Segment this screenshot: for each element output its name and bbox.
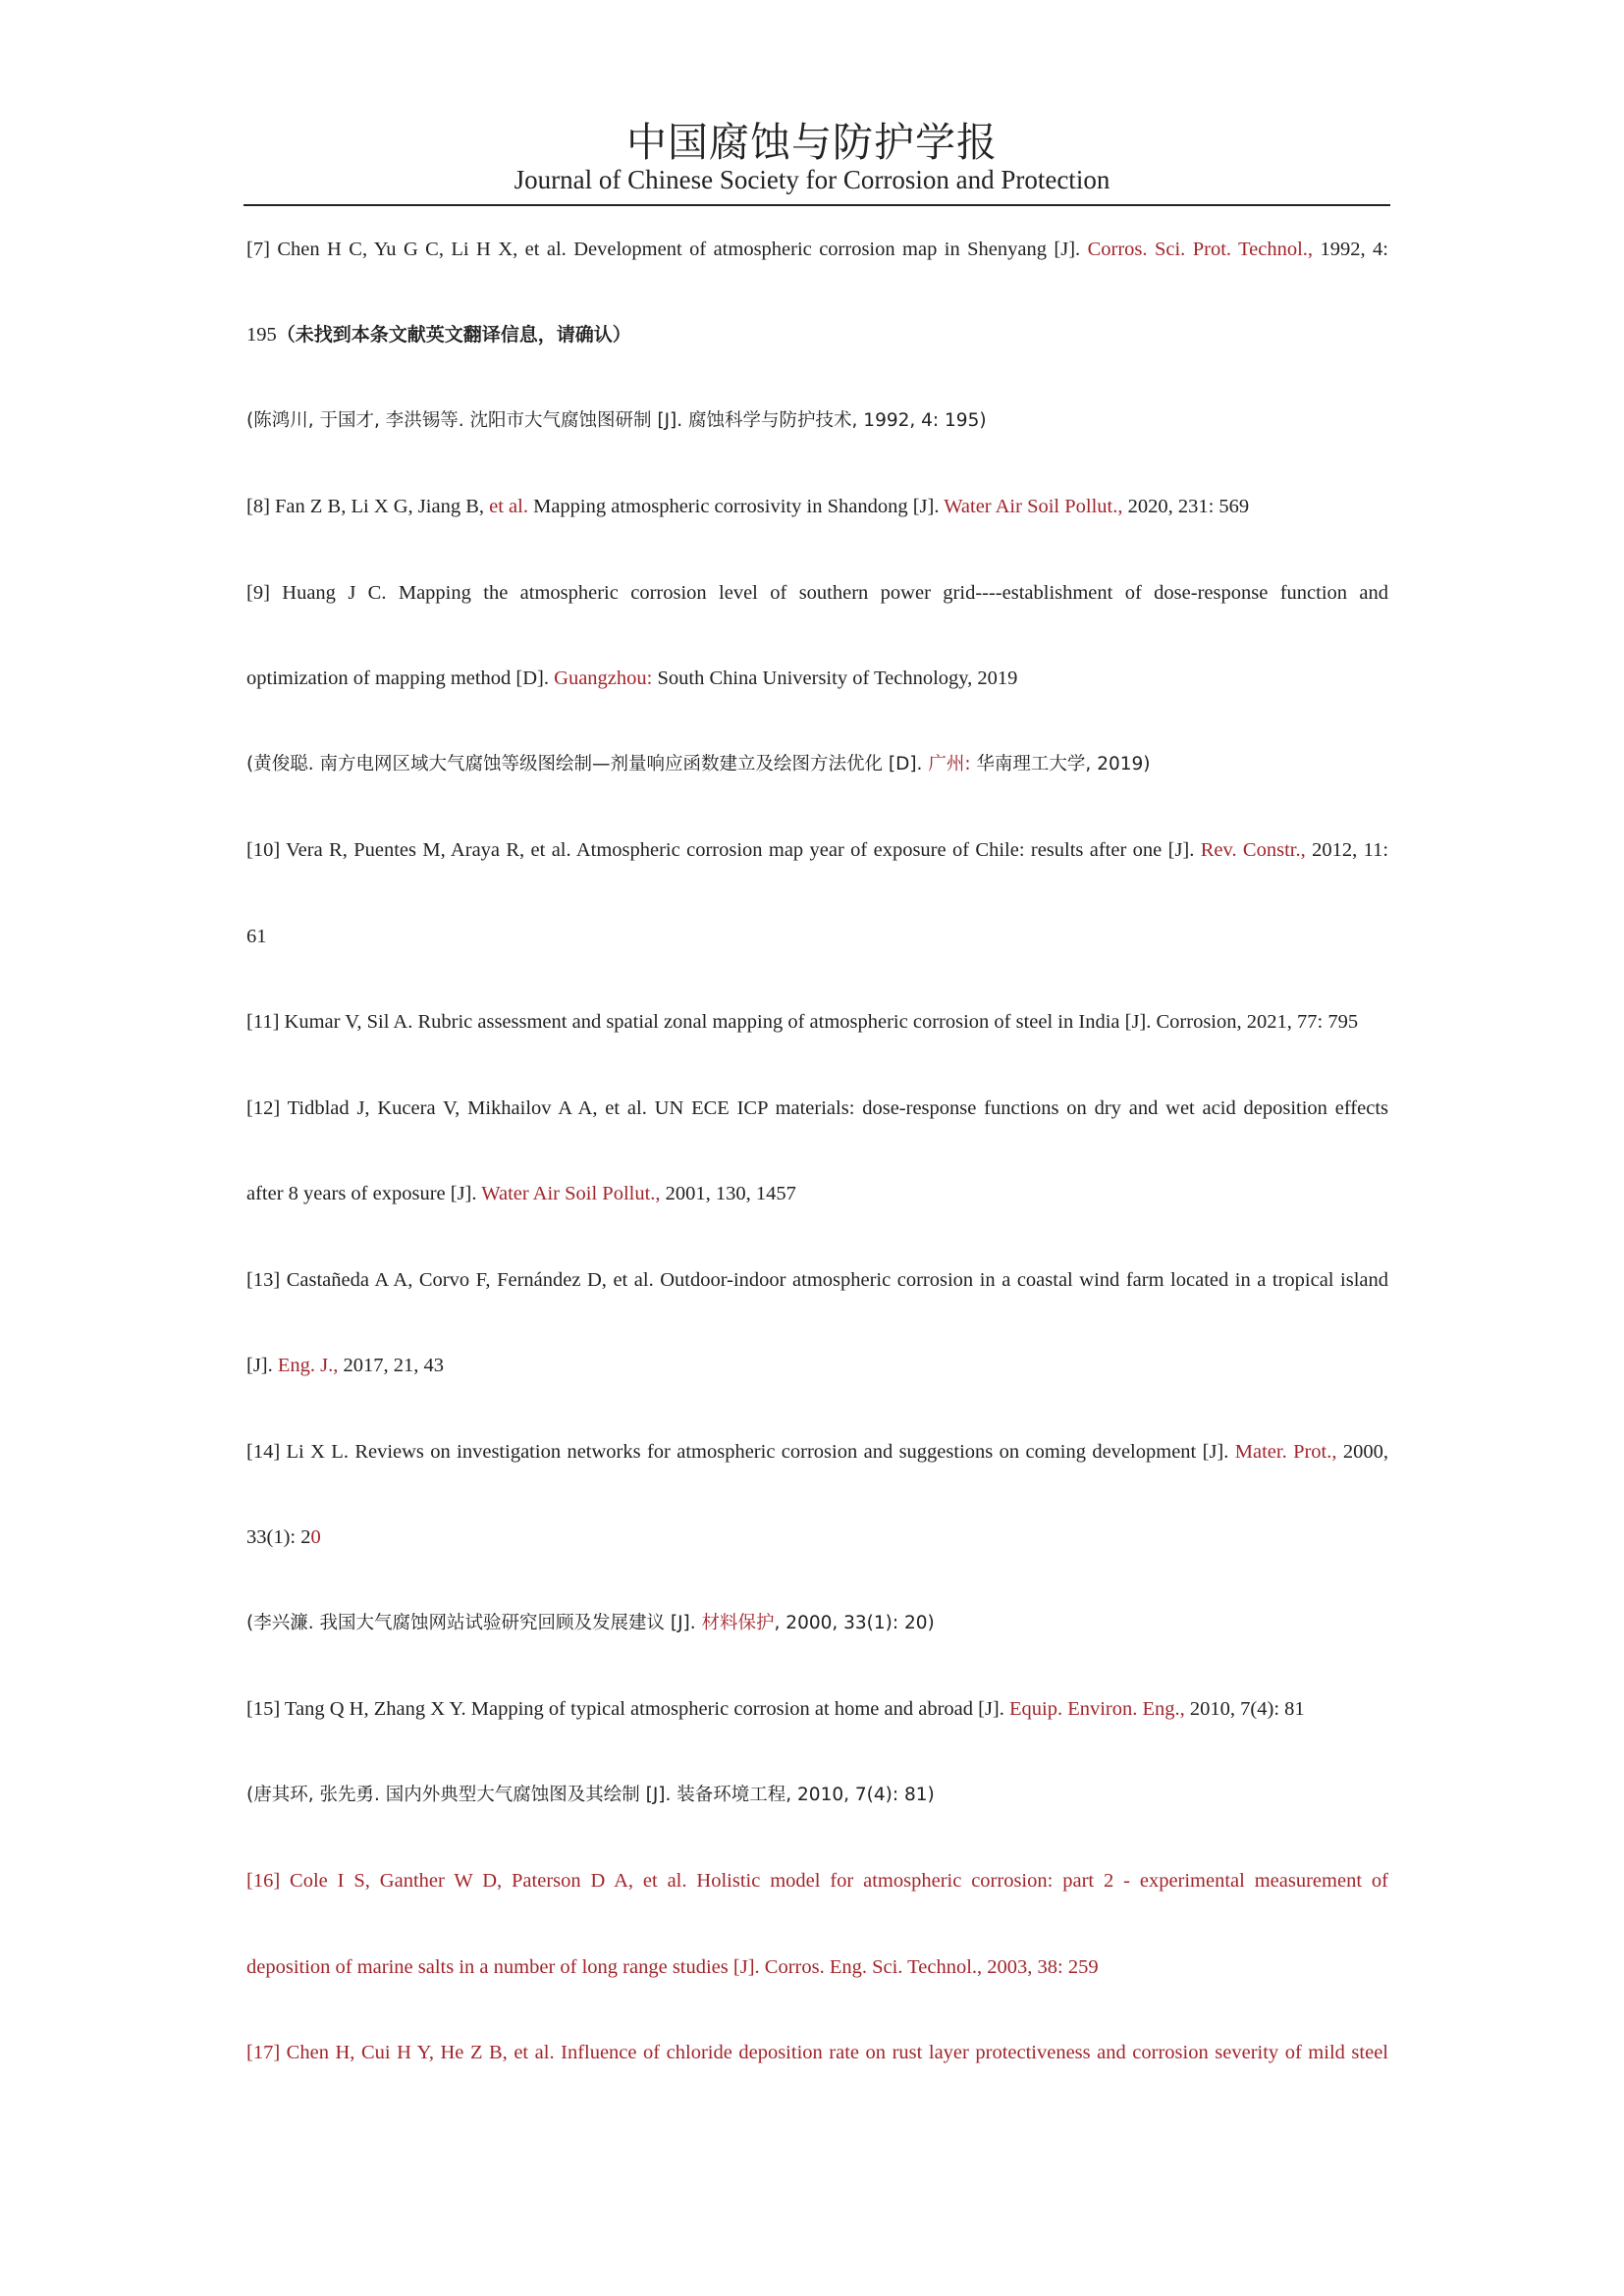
reference-15-chinese: (唐其环, 张先勇. 国内外典型大气腐蚀图及其绘制 [J]. 装备环境工程, 2010, 7(4): 81): [246, 1785, 935, 1805]
reference-9-line-2: optimization of mapping method [D]. Guangzhou: South China University of Technology, 2019: [246, 667, 1018, 689]
reference-8: [8] Fan Z B, Li X G, Jiang B, et al. Mapping atmospheric corrosivity in Shandong [J]. Water Air Soil Pollut., 2020, 231: 569: [246, 496, 1250, 517]
reference-10-line-1: [10] Vera R, Puentes M, Araya R, et al. Atmospheric corrosion map year of exposure of Chile: results after one [J]. Rev. Constr., 2012, 11:: [246, 839, 1388, 861]
journal-title-english: Journal of Chinese Society for Corrosion and Protection: [514, 165, 1110, 194]
reference-13-line-2: [J]. Eng. J., 2017, 21, 43: [246, 1355, 445, 1376]
reference-11: [11] Kumar V, Sil A. Rubric assessment and spatial zonal mapping of atmospheric corrosion of steel in India [J]. Corrosion, 2021, 77: 795: [246, 1011, 1359, 1033]
reference-17-line-1: [17] Chen H, Cui H Y, He Z B, et al. Influence of chloride deposition rate on rust layer protectiveness and corrosion severity of mild steel: [246, 2042, 1388, 2063]
reference-14-line-2: 33(1): 20: [246, 1526, 321, 1548]
reference-14-line-1: [14] Li X L. Reviews on investigation networks for atmospheric corrosion and suggestions on coming development [J]. Mater. Prot., 2000,: [246, 1441, 1388, 1463]
reference-14-chinese: (李兴濂. 我国大气腐蚀网站试验研究回顾及发展建议 [J]. 材料保护, 2000, 33(1): 20): [246, 1613, 935, 1633]
reference-10-line-2: 61: [246, 926, 267, 947]
reference-13-line-1: [13] Castañeda A A, Corvo F, Fernández D, et al. Outdoor-indoor atmospheric corrosion in a coastal wind farm located in a tropical island: [246, 1269, 1388, 1291]
reference-7-line-2: 195（未找到本条文献英文翻译信息，请确认）: [246, 324, 631, 346]
translation-missing-note: （未找到本条文献英文翻译信息，请确认）: [276, 324, 631, 346]
reference-15: [15] Tang Q H, Zhang X Y. Mapping of typical atmospheric corrosion at home and abroad [J]. Equip. Environ. Eng., 2010, 7(4): 81: [246, 1698, 1305, 1720]
reference-7-line-1: [7] Chen H C, Yu G C, Li H X, et al. Development of atmospheric corrosion map in Shenyang [J]. Corros. Sci. Prot. Technol., 1992, 4:: [246, 239, 1388, 260]
reference-16-line-1: [16] Cole I S, Ganther W D, Paterson D A, et al. Holistic model for atmospheric corrosion: part 2 - experimental measurement of: [246, 1870, 1388, 1892]
reference-16-line-2: deposition of marine salts in a number of long range studies [J]. Corros. Eng. Sci. Technol., 2003, 38: 259: [246, 1956, 1099, 1978]
reference-12-line-2: after 8 years of exposure [J]. Water Air Soil Pollut., 2001, 130, 1457: [246, 1183, 796, 1204]
header-divider: [244, 204, 1390, 206]
reference-7-chinese: (陈鸿川, 于国才, 李洪锡等. 沈阳市大气腐蚀图研制 [J]. 腐蚀科学与防护技术, 1992, 4: 195): [246, 410, 987, 431]
reference-9-line-1: [9] Huang J C. Mapping the atmospheric corrosion level of southern power grid----establishment of dose-response function and: [246, 582, 1388, 604]
reference-12-line-1: [12] Tidblad J, Kucera V, Mikhailov A A, et al. UN ECE ICP materials: dose-response functions on dry and wet acid deposition effects: [246, 1097, 1388, 1119]
reference-9-chinese: (黄俊聪. 南方电网区域大气腐蚀等级图绘制—剂量响应函数建立及绘图方法优化 [D]. 广州: 华南理工大学, 2019): [246, 754, 1151, 774]
journal-title-chinese: 中国腐蚀与防护学报: [626, 119, 998, 166]
